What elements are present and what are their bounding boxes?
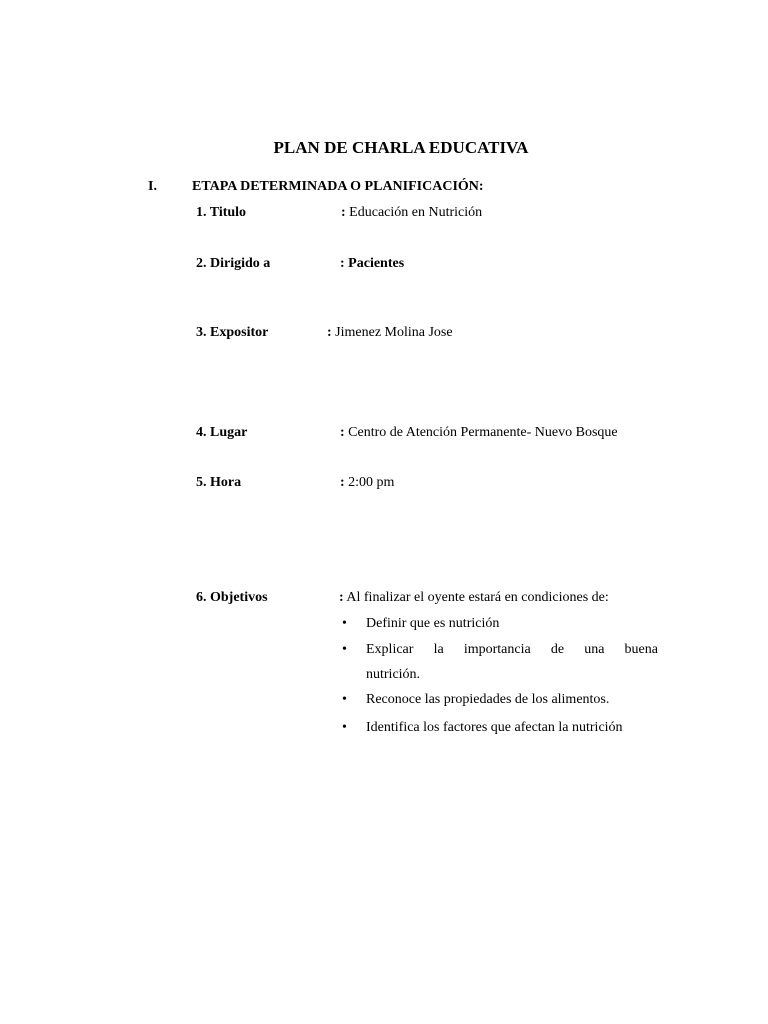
item-value-lugar [340, 425, 618, 441]
item-value-hora [340, 475, 394, 491]
item-colon: : [327, 325, 332, 340]
item-label-objetivos: 6. Objetivos [196, 590, 268, 605]
item-value-text: Centro de Atención Permanente- Nuevo Bosque [344, 425, 618, 440]
item-value-dirigido [340, 256, 404, 272]
item-value-titulo [341, 205, 482, 221]
item-label-expositor: 3. Expositor [196, 325, 269, 340]
bullet-icon: • [342, 720, 347, 735]
objective-item: Reconoce las propiedades de los alimentos. [366, 692, 610, 707]
item-colon: : [339, 590, 344, 605]
item-value-text: Jimenez Molina Jose [331, 325, 453, 340]
document-title: PLAN DE CHARLA EDUCATIVA [273, 138, 529, 157]
item-value-text: Al finalizar el oyente estará en condiciones de: [343, 590, 609, 605]
bullet-icon: • [342, 642, 347, 657]
item-colon: : [340, 475, 345, 490]
objective-word: Explicar [366, 642, 414, 657]
item-value-objetivos [339, 590, 609, 606]
item-colon: : [340, 256, 345, 271]
objective-word: importancia [463, 642, 531, 657]
objective-word: la [433, 642, 444, 657]
section-heading: ETAPA DETERMINADA O PLANIFICACIÓN: [192, 179, 484, 194]
objective-item [366, 642, 658, 658]
bullet-icon: • [342, 616, 347, 631]
objective-word: una [584, 642, 605, 657]
bullet-icon: • [342, 692, 347, 707]
item-value-text: Pacientes [344, 256, 405, 271]
item-colon: : [340, 425, 345, 440]
item-value-text: 2:00 pm [344, 475, 395, 490]
item-label-hora: 5. Hora [196, 475, 242, 490]
objective-item: Identifica los factores que afectan la nutrición [366, 720, 623, 735]
item-colon: : [341, 205, 346, 220]
objective-item-continuation: nutrición. [366, 667, 421, 682]
item-label-lugar: 4. Lugar [196, 425, 248, 440]
objective-word: buena [624, 642, 658, 657]
item-label-dirigido: 2. Dirigido a [196, 256, 271, 271]
item-label-titulo: 1. Titulo [196, 205, 247, 220]
item-value-text: Educación en Nutrición [345, 205, 483, 220]
section-number: I. [148, 179, 157, 194]
item-value-expositor [327, 325, 453, 341]
objective-item: Definir que es nutrición [366, 616, 500, 631]
objective-word: de [550, 642, 565, 657]
